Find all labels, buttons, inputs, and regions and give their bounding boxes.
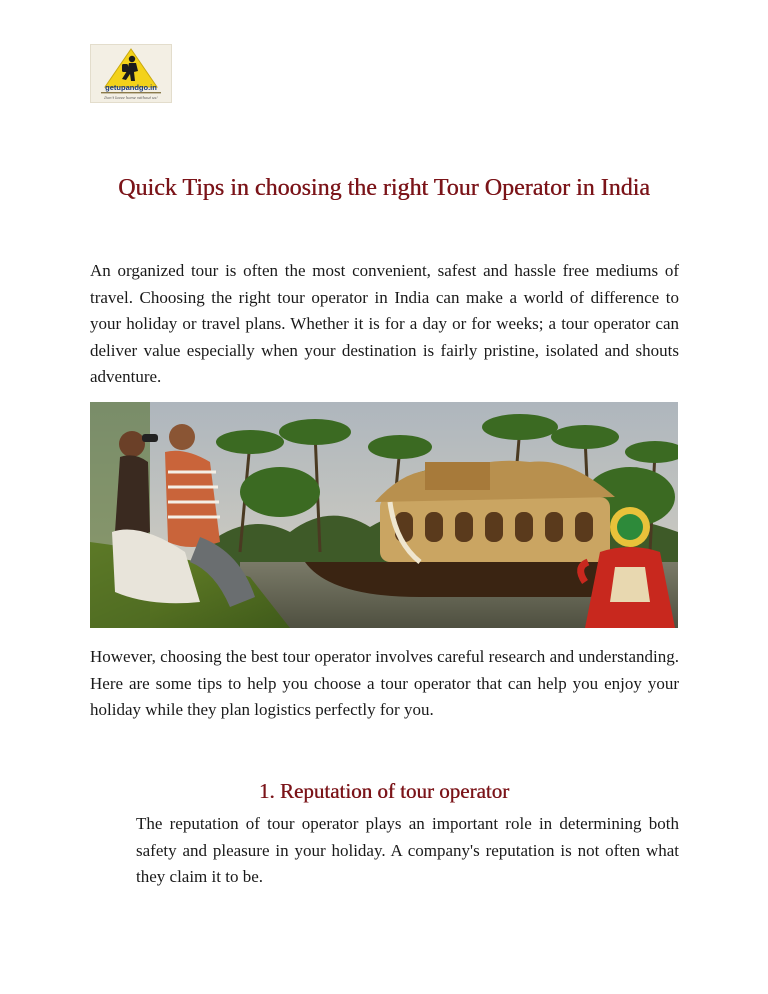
- logo-graphic: [91, 45, 171, 102]
- brand-logo: [90, 44, 172, 103]
- section-heading-reputation: 1. Reputation of tour operator: [258, 779, 510, 803]
- hero-image-houseboat: [90, 402, 678, 628]
- logo-brand-text: getupandgo.in: [105, 83, 157, 92]
- intro-paragraph: An organized tour is often the most convenient, safest and hassle free mediums of travel. Choosing the right tour operator in India can make a world of difference to your holiday or travel plans. Whether it is for a day or for weeks; a tour operator can deliver value especially when your destination is fairly pristine, isolated and shouts adventure.: [90, 261, 679, 386]
- transition-paragraph: However, choosing the best tour operator involves careful research and understanding. Here are some tips to help you choose a tour operator that can help you enjoy your holiday while they plan logistics perfectly for you.: [90, 647, 679, 719]
- section-body-reputation: The reputation of tour operator plays an important role in determining both safety and pleasure in your holiday. A company's reputation is not often what they claim it to be.: [136, 814, 679, 886]
- logo-tagline: Don't leave home without us!: [104, 96, 158, 100]
- document-title: Quick Tips in choosing the right Tour Operator in India: [118, 175, 650, 201]
- hero-illustration: [90, 402, 678, 628]
